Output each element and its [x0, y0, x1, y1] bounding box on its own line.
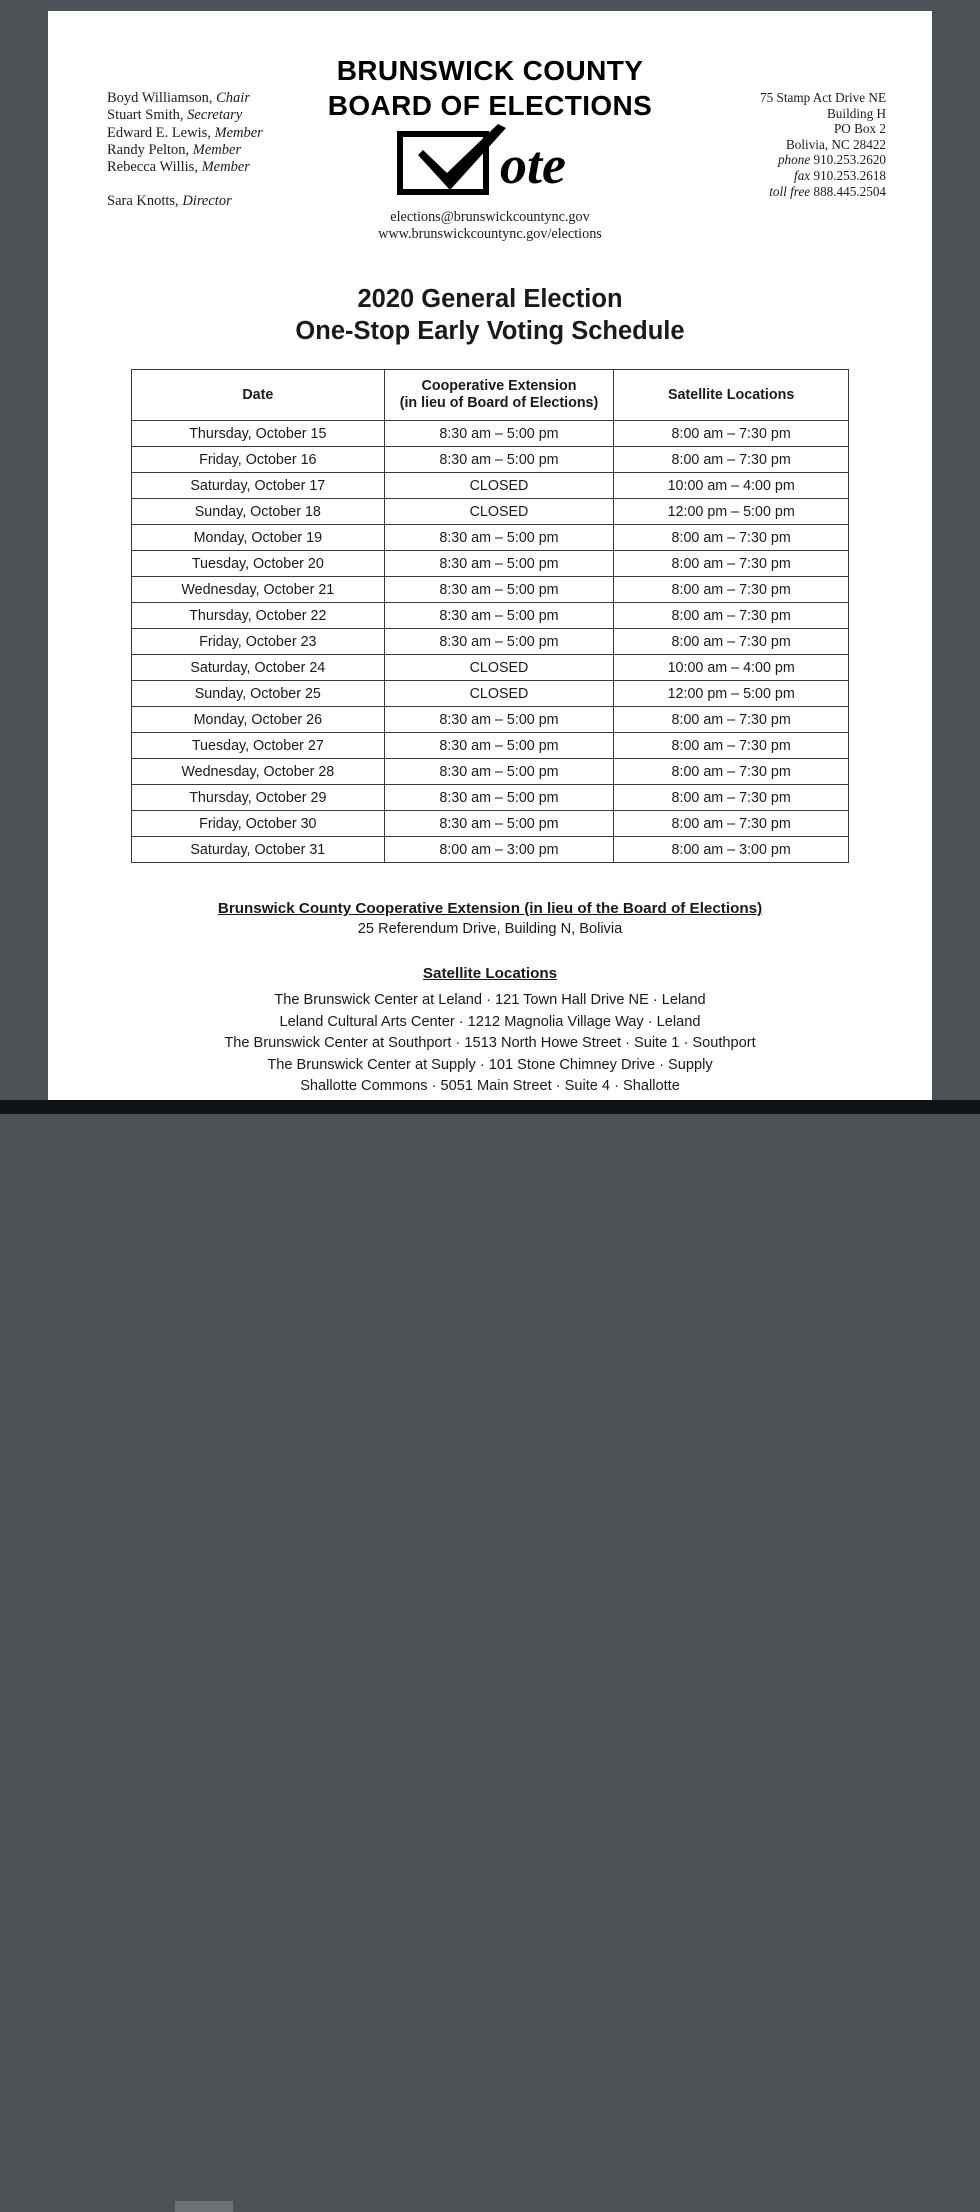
- phone-label: phone: [777, 152, 811, 168]
- cell-coop: 8:00 am – 3:00 pm: [384, 837, 614, 863]
- fax-line: [760, 168, 886, 184]
- cell-date: Saturday, October 17: [132, 473, 385, 499]
- contact-block: [760, 90, 886, 199]
- cell-coop: 8:30 am – 5:00 pm: [384, 629, 614, 655]
- cell-date: Sunday, October 25: [132, 681, 385, 707]
- member-role: Member: [201, 159, 250, 176]
- member-name: Randy Pelton,: [107, 141, 190, 158]
- member-name: Boyd Williamson,: [107, 90, 213, 106]
- cell-date: Friday, October 30: [132, 811, 385, 837]
- cell-satellite: 8:00 am – 3:00 pm: [614, 837, 849, 863]
- cooperative-extension-address: 25 Referendum Drive, Building N, Bolivia: [357, 921, 623, 937]
- cell-satellite: 12:00 pm – 5:00 pm: [614, 681, 849, 707]
- cell-date: Monday, October 26: [132, 707, 385, 733]
- address-line: PO Box 2: [833, 121, 886, 137]
- cell-date: Wednesday, October 21: [132, 577, 385, 603]
- table-row: [132, 551, 849, 577]
- member-name: Rebecca Willis,: [107, 159, 198, 176]
- cell-coop: 8:30 am – 5:00 pm: [384, 421, 614, 447]
- cell-coop: CLOSED: [384, 473, 614, 499]
- cell-coop: 8:30 am – 5:00 pm: [384, 447, 614, 473]
- early-voting-schedule-table: [131, 369, 849, 863]
- coop-header-line2: (in lieu of Board of Elections): [399, 395, 599, 411]
- cell-date: Saturday, October 31: [132, 837, 385, 863]
- cell-coop: 8:30 am – 5:00 pm: [384, 603, 614, 629]
- cell-coop: 8:30 am – 5:00 pm: [384, 525, 614, 551]
- member-name: Edward E. Lewis,: [107, 124, 211, 141]
- tollfree-number: 888.445.2504: [813, 183, 886, 199]
- table-row: [132, 733, 849, 759]
- table-row: [132, 629, 849, 655]
- address-line: Building H: [827, 105, 886, 121]
- cell-coop: CLOSED: [384, 499, 614, 525]
- director-name: Sara Knotts,: [107, 193, 179, 210]
- website-url[interactable]: www.brunswickcountync.gov/elections: [378, 226, 602, 242]
- cell-satellite: 8:00 am – 7:30 pm: [614, 447, 849, 473]
- phone-line: [760, 152, 886, 168]
- column-header-cooperative-extension: [384, 370, 614, 421]
- cell-satellite: 8:00 am – 7:30 pm: [614, 551, 849, 577]
- cell-date: Friday, October 23: [132, 629, 385, 655]
- svg-text:ote: ote: [500, 135, 566, 195]
- table-row: [132, 447, 849, 473]
- cell-satellite: 8:00 am – 7:30 pm: [614, 707, 849, 733]
- horizontal-scrollbar-thumb[interactable]: [175, 2201, 233, 2212]
- cell-satellite: 12:00 pm – 5:00 pm: [614, 499, 849, 525]
- page-title-line1: 2020 General Election: [357, 285, 623, 313]
- table-row: [132, 603, 849, 629]
- satellite-location-item: Leland Cultural Arts Center · 1212 Magnolia Village Way · Leland: [279, 1013, 701, 1030]
- table-row: [132, 837, 849, 863]
- member-role: Secretary: [187, 107, 243, 124]
- satellite-location-item: Shallotte Commons · 5051 Main Street · Suite 4 · Shallotte: [300, 1078, 680, 1094]
- table-row: [132, 811, 849, 837]
- cell-coop: CLOSED: [384, 655, 614, 681]
- table-row: [132, 681, 849, 707]
- cell-date: Saturday, October 24: [132, 655, 385, 681]
- table-row: [132, 655, 849, 681]
- satellite-location-item: The Brunswick Center at Leland · 121 Town Hall Drive NE · Leland: [274, 992, 706, 1008]
- table-row: [132, 499, 849, 525]
- page-title-line2: One-Stop Early Voting Schedule: [295, 317, 685, 345]
- cell-date: Tuesday, October 20: [132, 551, 385, 577]
- satellite-locations-heading: Satellite Locations: [422, 965, 558, 982]
- satellite-location-item: The Brunswick Center at Southport · 1513 North Howe Street · Suite 1 · Southport: [224, 1035, 756, 1051]
- member-name: Stuart Smith,: [107, 107, 184, 124]
- column-header-satellite-locations: Satellite Locations: [614, 370, 849, 421]
- coop-header-line1: Cooperative Extension: [421, 378, 577, 394]
- cell-coop: 8:30 am – 5:00 pm: [384, 551, 614, 577]
- cell-satellite: 8:00 am – 7:30 pm: [614, 629, 849, 655]
- table-row: [132, 525, 849, 551]
- spacer: [48, 940, 932, 964]
- cell-satellite: 8:00 am – 7:30 pm: [614, 733, 849, 759]
- fax-label: fax: [794, 167, 811, 183]
- director-role: Director: [182, 193, 232, 210]
- cell-date: Friday, October 16: [132, 447, 385, 473]
- cell-date: Monday, October 19: [132, 525, 385, 551]
- cell-date: Sunday, October 18: [132, 499, 385, 525]
- fax-number: 910.253.2618: [813, 167, 886, 183]
- cell-satellite: 8:00 am – 7:30 pm: [614, 603, 849, 629]
- email-address[interactable]: elections@brunswickcountync.gov: [390, 209, 590, 225]
- table-row: [132, 577, 849, 603]
- cell-coop: CLOSED: [384, 681, 614, 707]
- tollfree-line: [760, 184, 886, 200]
- cell-coop: 8:30 am – 5:00 pm: [384, 707, 614, 733]
- member-role: Member: [192, 141, 242, 158]
- schedule-table-wrapper: [131, 369, 849, 863]
- cooperative-extension-heading: Brunswick County Cooperative Extension (in lieu of the Board of Elections): [217, 900, 763, 917]
- cell-satellite: 10:00 am – 4:00 pm: [614, 473, 849, 499]
- letterhead: [48, 11, 932, 242]
- table-row: [132, 473, 849, 499]
- horizontal-scrollbar-track[interactable]: [0, 1100, 980, 1114]
- cell-satellite: 8:00 am – 7:30 pm: [614, 577, 849, 603]
- cell-coop: 8:30 am – 5:00 pm: [384, 811, 614, 837]
- table-row: [132, 707, 849, 733]
- cell-satellite: 8:00 am – 7:30 pm: [614, 525, 849, 551]
- table-header-row: [132, 370, 849, 421]
- cell-coop: 8:30 am – 5:00 pm: [384, 733, 614, 759]
- cell-date: Wednesday, October 28: [132, 759, 385, 785]
- org-title-line1: BRUNSWICK COUNTY: [336, 55, 644, 86]
- cell-date: Thursday, October 15: [132, 421, 385, 447]
- cell-satellite: 8:00 am – 7:30 pm: [614, 759, 849, 785]
- document-page: [48, 11, 932, 1100]
- member-role: Member: [214, 124, 263, 141]
- cell-date: Thursday, October 22: [132, 603, 385, 629]
- column-header-date: Date: [132, 370, 385, 421]
- member-role: Chair: [216, 90, 250, 106]
- cell-coop: 8:30 am – 5:00 pm: [384, 577, 614, 603]
- cell-satellite: 8:00 am – 7:30 pm: [614, 811, 849, 837]
- page-title: [48, 283, 932, 347]
- table-row: [132, 421, 849, 447]
- table-row: [132, 759, 849, 785]
- address-line: Bolivia, NC 28422: [785, 136, 886, 152]
- footer: [48, 899, 932, 1119]
- address-line: 75 Stamp Act Drive NE: [760, 90, 886, 105]
- cell-satellite: 10:00 am – 4:00 pm: [614, 655, 849, 681]
- table-row: [132, 785, 849, 811]
- web-contact-block: [48, 209, 932, 243]
- phone-number: 910.253.2620: [813, 152, 886, 168]
- cell-date: Tuesday, October 27: [132, 733, 385, 759]
- cell-coop: 8:30 am – 5:00 pm: [384, 759, 614, 785]
- cell-satellite: 8:00 am – 7:30 pm: [614, 421, 849, 447]
- satellite-location-item: The Brunswick Center at Supply · 101 Stone Chimney Drive · Supply: [267, 1056, 713, 1073]
- tollfree-label: toll free: [769, 183, 811, 199]
- cell-coop: 8:30 am – 5:00 pm: [384, 785, 614, 811]
- cell-date: Thursday, October 29: [132, 785, 385, 811]
- cell-satellite: 8:00 am – 7:30 pm: [614, 785, 849, 811]
- org-title-line2: BOARD OF ELECTIONS: [327, 90, 653, 121]
